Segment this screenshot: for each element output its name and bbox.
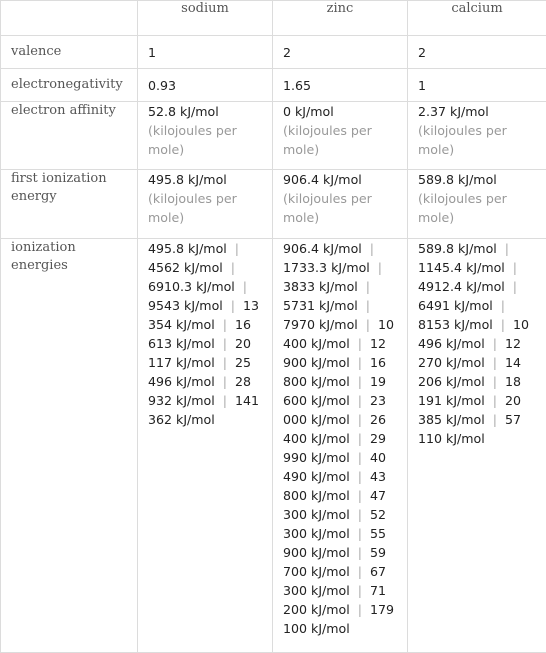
- separator: |: [505, 260, 521, 275]
- separator: |: [350, 412, 370, 427]
- energy-value: 10 496 kJ/mol: [418, 317, 529, 351]
- separator: |: [497, 241, 513, 256]
- column-header-calcium: calcium: [408, 1, 546, 36]
- energy-value: 43 800 kJ/mol: [283, 469, 386, 503]
- separator: |: [235, 279, 251, 294]
- cell-ionization-energies-zinc: [273, 239, 408, 653]
- table-row-ionization-energies: [1, 239, 546, 653]
- cell-ionization-energies-sodium: [138, 239, 273, 653]
- separator: |: [215, 317, 235, 332]
- cell-electron-affinity-calcium: [408, 102, 546, 170]
- separator: |: [350, 488, 370, 503]
- energy-value: 10 400 kJ/mol: [283, 317, 394, 351]
- column-header-sodium: sodium: [138, 1, 273, 36]
- energy-value: 8153 kJ/mol: [418, 317, 493, 332]
- cell-first-ionization-sodium: [138, 170, 273, 239]
- energy-value: 55 900 kJ/mol: [283, 526, 386, 560]
- energy-value: 9543 kJ/mol: [148, 298, 223, 313]
- value-text: 906.4 kJ/mol: [283, 172, 362, 187]
- energy-value: 18 191 kJ/mol: [418, 374, 521, 408]
- separator: |: [485, 336, 505, 351]
- energy-value: 57 110 kJ/mol: [418, 412, 521, 446]
- table-row-electron-affinity: [1, 102, 546, 170]
- separator: |: [350, 507, 370, 522]
- unit-note: (kilojoules per mole): [418, 123, 507, 157]
- energy-value: 141 362 kJ/mol: [148, 393, 259, 427]
- energy-value: 28 932 kJ/mol: [148, 374, 251, 408]
- separator: |: [370, 260, 386, 275]
- energy-value: 52 300 kJ/mol: [283, 507, 386, 541]
- unit-note: (kilojoules per mole): [283, 123, 372, 157]
- separator: |: [215, 355, 235, 370]
- energy-value: 1733.3 kJ/mol: [283, 260, 370, 275]
- energy-value: 4912.4 kJ/mol: [418, 279, 505, 294]
- energy-value: 13 354 kJ/mol: [148, 298, 259, 332]
- energy-value: 3833 kJ/mol: [283, 279, 358, 294]
- separator: |: [485, 412, 505, 427]
- energy-value: 179 100 kJ/mol: [283, 602, 394, 636]
- cell-valence-sodium: 1: [138, 36, 273, 69]
- cell-first-ionization-calcium: [408, 170, 546, 239]
- separator: |: [350, 564, 370, 579]
- energy-value: 20 385 kJ/mol: [418, 393, 521, 427]
- separator: |: [350, 374, 370, 389]
- cell-valence-calcium: 2: [408, 36, 546, 69]
- cell-electronegativity-sodium: 0.93: [138, 69, 273, 102]
- row-label-first-ionization-energy: first ionization energy: [1, 170, 138, 239]
- cell-valence-zinc: 2: [273, 36, 408, 69]
- energy-value: 67 300 kJ/mol: [283, 564, 386, 598]
- cell-electronegativity-calcium: 1: [408, 69, 546, 102]
- energy-value: 40 490 kJ/mol: [283, 450, 386, 484]
- row-label-valence: valence: [1, 36, 138, 69]
- separator: |: [493, 298, 509, 313]
- separator: |: [350, 469, 370, 484]
- energy-value: 19 600 kJ/mol: [283, 374, 386, 408]
- separator: |: [227, 241, 243, 256]
- cell-first-ionization-zinc: [273, 170, 408, 239]
- energy-value: 29 990 kJ/mol: [283, 431, 386, 465]
- separator: |: [215, 374, 235, 389]
- separator: |: [350, 355, 370, 370]
- separator: |: [215, 336, 235, 351]
- table-row-electronegativity: [1, 69, 546, 102]
- energy-value: 20 117 kJ/mol: [148, 336, 251, 370]
- value-text: 52.8 kJ/mol: [148, 104, 219, 119]
- corner-cell: [1, 1, 138, 36]
- header-row: [1, 1, 546, 36]
- energy-value: 1145.4 kJ/mol: [418, 260, 505, 275]
- unit-note: (kilojoules per mole): [148, 123, 237, 157]
- energy-value: 25 496 kJ/mol: [148, 355, 251, 389]
- separator: |: [358, 298, 374, 313]
- value-text: 0 kJ/mol: [283, 104, 334, 119]
- separator: |: [485, 355, 505, 370]
- energy-value: 4562 kJ/mol: [148, 260, 223, 275]
- energy-value: 16 800 kJ/mol: [283, 355, 386, 389]
- energy-value: 59 700 kJ/mol: [283, 545, 386, 579]
- separator: |: [493, 317, 513, 332]
- row-label-electronegativity: electronegativity: [1, 69, 138, 102]
- energy-value: 26 400 kJ/mol: [283, 412, 386, 446]
- separator: |: [350, 336, 370, 351]
- separator: |: [485, 393, 505, 408]
- separator: |: [350, 431, 370, 446]
- energy-value: 23 000 kJ/mol: [283, 393, 386, 427]
- value-text: 2.37 kJ/mol: [418, 104, 489, 119]
- value-text: 495.8 kJ/mol: [148, 172, 227, 187]
- energy-value: 47 300 kJ/mol: [283, 488, 386, 522]
- unit-note: (kilojoules per mole): [148, 191, 237, 225]
- energy-value: 589.8 kJ/mol: [418, 241, 497, 256]
- separator: |: [350, 526, 370, 541]
- separator: |: [505, 279, 521, 294]
- separator: |: [350, 393, 370, 408]
- cell-electronegativity-zinc: 1.65: [273, 69, 408, 102]
- separator: |: [358, 279, 374, 294]
- row-label-ionization-energies: ionization energies: [1, 239, 138, 653]
- cell-ionization-energies-calcium: [408, 239, 546, 653]
- row-label-electron-affinity: electron affinity: [1, 102, 138, 170]
- separator: |: [350, 602, 370, 617]
- energy-value: 71 200 kJ/mol: [283, 583, 386, 617]
- separator: |: [350, 583, 370, 598]
- energy-value: 495.8 kJ/mol: [148, 241, 227, 256]
- energy-value: 5731 kJ/mol: [283, 298, 358, 313]
- separator: |: [358, 317, 378, 332]
- table-row-valence: [1, 36, 546, 69]
- unit-note: (kilojoules per mole): [418, 191, 507, 225]
- energy-value: 16 613 kJ/mol: [148, 317, 251, 351]
- energy-value: 12 270 kJ/mol: [418, 336, 521, 370]
- energy-value: 6491 kJ/mol: [418, 298, 493, 313]
- separator: |: [223, 298, 243, 313]
- table-row-first-ionization-energy: [1, 170, 546, 239]
- separator: |: [350, 450, 370, 465]
- cell-electron-affinity-sodium: [138, 102, 273, 170]
- separator: |: [223, 260, 239, 275]
- column-header-zinc: zinc: [273, 1, 408, 36]
- value-text: 589.8 kJ/mol: [418, 172, 497, 187]
- separator: |: [350, 545, 370, 560]
- energy-value: 14 206 kJ/mol: [418, 355, 521, 389]
- separator: |: [362, 241, 378, 256]
- energy-value: 6910.3 kJ/mol: [148, 279, 235, 294]
- separator: |: [215, 393, 235, 408]
- energy-value: 12 900 kJ/mol: [283, 336, 386, 370]
- cell-electron-affinity-zinc: [273, 102, 408, 170]
- energy-value: 906.4 kJ/mol: [283, 241, 362, 256]
- separator: |: [485, 374, 505, 389]
- energy-value: 7970 kJ/mol: [283, 317, 358, 332]
- unit-note: (kilojoules per mole): [283, 191, 372, 225]
